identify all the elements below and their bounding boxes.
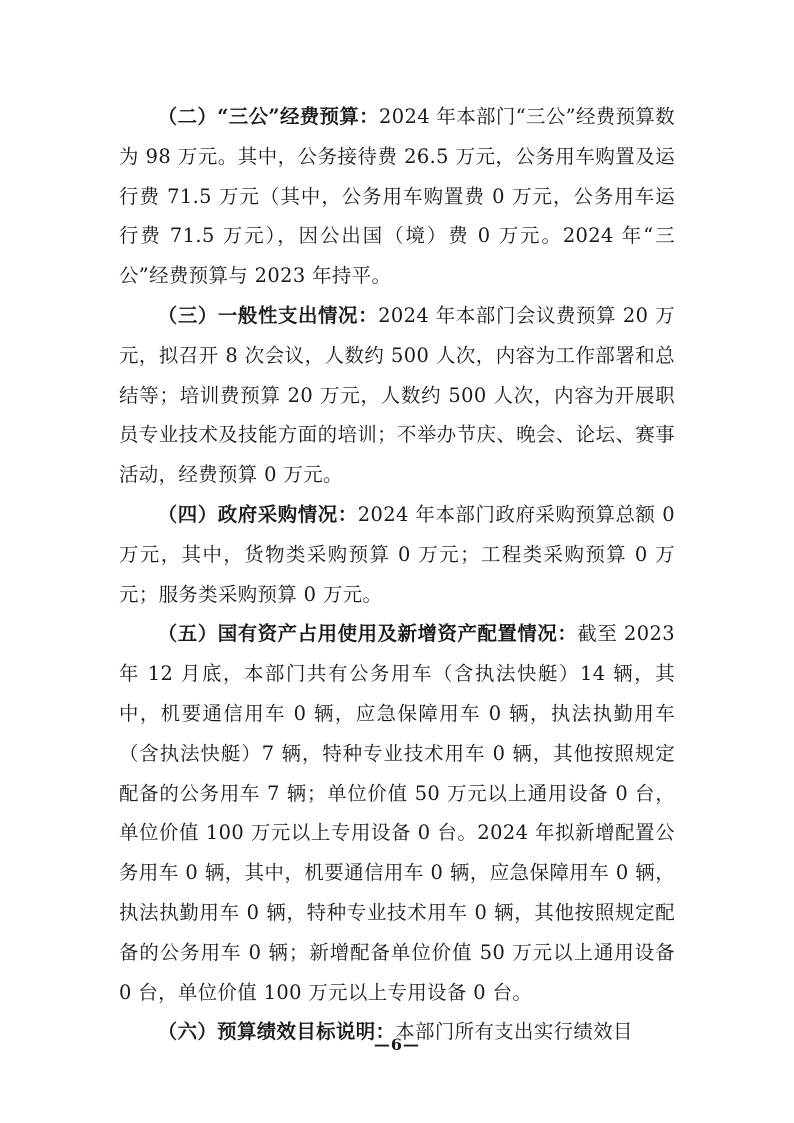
paragraph-text: 本部门所有支出实行绩效目 [395,1020,633,1044]
paragraph-text: 2024 年本部门会议费预算 20 万元，拟召开 8 次会议，人数约 500 人次，内容为工作部署和总结等；培训费预算 20 万元，人数约 500 人次，内容为开展职员专业技术及技能方面的培训；不举办节庆、晚会、论坛、赛事活动，经费预算 0 万元。 [119,303,675,487]
page-number: —6— [373,1035,421,1054]
document-body [119,97,675,1052]
paragraph-heading: （六）预算绩效目标说明： [157,1020,396,1044]
paragraph-general-expenditure [119,296,675,495]
paragraph-text: 2024 年本部门政府采购预算总额 0 万元，其中，货物类采购预算 0 万元；工程类采购预算 0 万元；服务类采购预算 0 万元。 [119,502,675,606]
paragraph-government-procurement [119,495,675,614]
paragraph-heading: （二）“三公”经费预算： [157,105,379,128]
paragraph-san-gong-budget [119,97,675,296]
paragraph-text: 2024 年本部门“三公”经费预算数为 98 万元。其中，公务接待费 26.5 万元，公务用车购置及运行费 71.5 万元（其中，公务用车购置费 0 万元，公务用车运行费 71.5 万元），因公出国（境）费 0 万元。2024 年“三公”经费预算与 2023 年持平。 [119,105,675,288]
paragraph-heading: （五）国有资产占用使用及新增资产配置情况： [157,622,578,646]
paragraph-state-assets [119,614,675,1012]
paragraph-heading: （三）一般性支出情况： [157,303,379,327]
paragraph-text: 截至 2023 年 12 月底，本部门共有公务用车（含执法快艇）14 辆，其中，机要通信用车 0 辆，应急保障用车 0 辆，执法执勤用车（含执法快艇）7 辆，特种专业技术用车 0 辆，其他按照规定配备的公务用车 7 辆；单位价值 50 万元以上通用设备 0 台，单位价值 100 万元以上专用设备 0 台。2024 年拟新增配置公务用车 0 辆，其中，机要通信用车 0 辆，应急保障用车 0 辆，执法执勤用车 0 辆，特种专业技术用车 0 辆，其他按照规定配备的公务用车 0 辆；新增配备单位价值 50 万元以上通用设备 0 台，单位价值 100 万元以上专用设备 0 台。 [119,622,675,1004]
paragraph-heading: （四）政府采购情况： [157,502,358,526]
